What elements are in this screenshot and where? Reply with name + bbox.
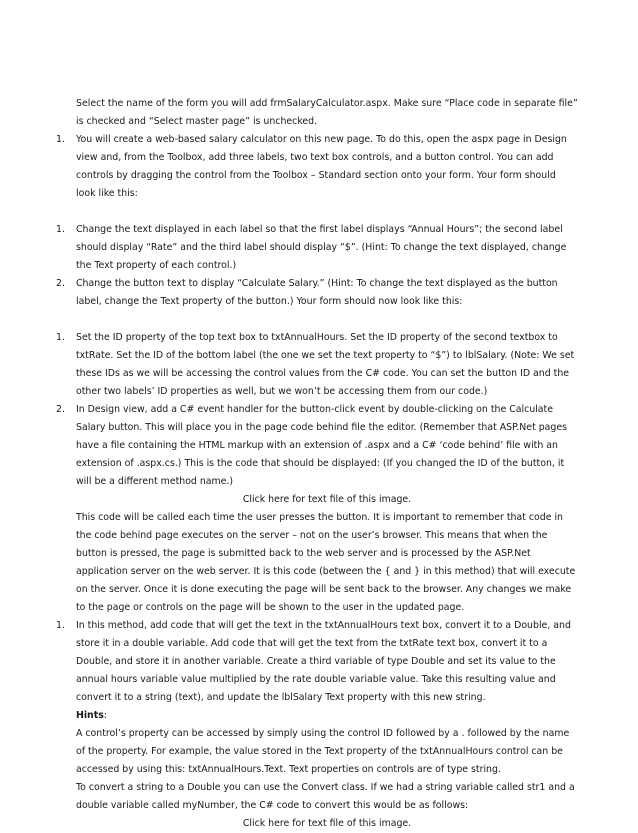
- list-item: 1. In this method, add code that will get the text in the txtAnnualHours text box, convert it to a Double, and store it in a double variable. Add code that will get the text from the txtRate text box, convert it to a Double, and store it in another variable. Create a third variable of type Double and set its value to the annual hours variable value multiplied by the rate double variable value. Take this resulting value and convert it to a string (text), and update the lblSalary Text property with this new string.: [56, 617, 578, 707]
- hint-paragraph: To convert a string to a Double you can use the Convert class. If we had a string variable called str1 and a double variable called myNumber, the C# code to convert this would be as follows:: [76, 782, 575, 811]
- hints-heading: Hints:: [76, 710, 107, 721]
- document-body: [56, 95, 578, 833]
- list-number: 1.: [56, 134, 65, 145]
- list-item: 2. In Design view, add a C# event handler for the button-click event by double-clicking on the Calculate Salary button. This will place you in the page code behind file the editor. (Remember that ASP.Net pages have a file containing the HTML markup with an extension of .aspx and a C# ‘code behind’ file with an extension of .aspx.cs.) This is the code that should be displayed: (If you changed the ID of the button, it will be a different method name.): [56, 401, 578, 491]
- list-number: 1.: [56, 620, 65, 631]
- list-number: 1.: [56, 224, 65, 235]
- image-placeholder-gap: [56, 311, 578, 329]
- text-file-link-1: [56, 491, 578, 509]
- list-item: 1. Change the text displayed in each label so that the first label displays “Annual Hours”; the second label should display “Rate” and the third label should display “$”. (Hint: To change the text displayed, change the Text property of each control.): [56, 221, 578, 275]
- list-number: 1.: [56, 332, 65, 343]
- list-item: 1. Set the ID property of the top text box to txtAnnualHours. Set the ID property of the second textbox to txtRate. Set the ID of the bottom label (the one we set the text property to “$”) to lblSalary. (Note: We set these IDs as we will be accessing the control values from the C# code. You can set the button ID and the other two labels’ ID properties as well, but we won’t be accessing them from our code.): [56, 329, 578, 401]
- list-number: 2.: [56, 278, 65, 289]
- text-file-link[interactable]: Click here for text file of this image.: [242, 818, 412, 829]
- text-file-link-2: [56, 815, 578, 833]
- list-item: 2. Change the button text to display “Calculate Salary.” (Hint: To change the text displayed as the button label, change the Text property of the button.) Your form should now look like this:: [56, 275, 578, 311]
- hint-paragraph: A control’s property can be accessed by simply using the control ID followed by a . followed by the name of the property. For example, the value stored in the Text property of the txtAnnualHours control can be accessed by using this: txtAnnualHours.Text. Text properties on controls are of type string.: [76, 728, 570, 775]
- list-item: 1. You will create a web-based salary calculator on this new page. To do this, open the aspx page in Design view and, from the Toolbox, add three labels, two text box controls, and a button control. You can add controls by dragging the control from the Toolbox – Standard section onto your form. Your form should look like this:: [56, 131, 578, 203]
- explanation-paragraph: This code will be called each time the user presses the button. It is important to remember that code in the code behind page executes on the server – not on the user’s browser. This means that when the button is pressed, the page is submitted back to the web server and is processed by the ASP.Net application server on the web server. It is this code (between the { and } in this method) that will execute on the server. Once it is done executing the page will be sent back to the browser. Any changes we make to the page or controls on the page will be shown to the user in the updated page.: [76, 512, 576, 613]
- intro-paragraph: Select the name of the form you will add frmSalaryCalculator.aspx. Make sure “Place code in separate file” is checked and “Select master page” is unchecked.: [76, 98, 578, 127]
- image-placeholder-gap: [56, 203, 578, 221]
- list-number: 2.: [56, 404, 65, 415]
- text-file-link[interactable]: Click here for text file of this image.: [242, 494, 412, 505]
